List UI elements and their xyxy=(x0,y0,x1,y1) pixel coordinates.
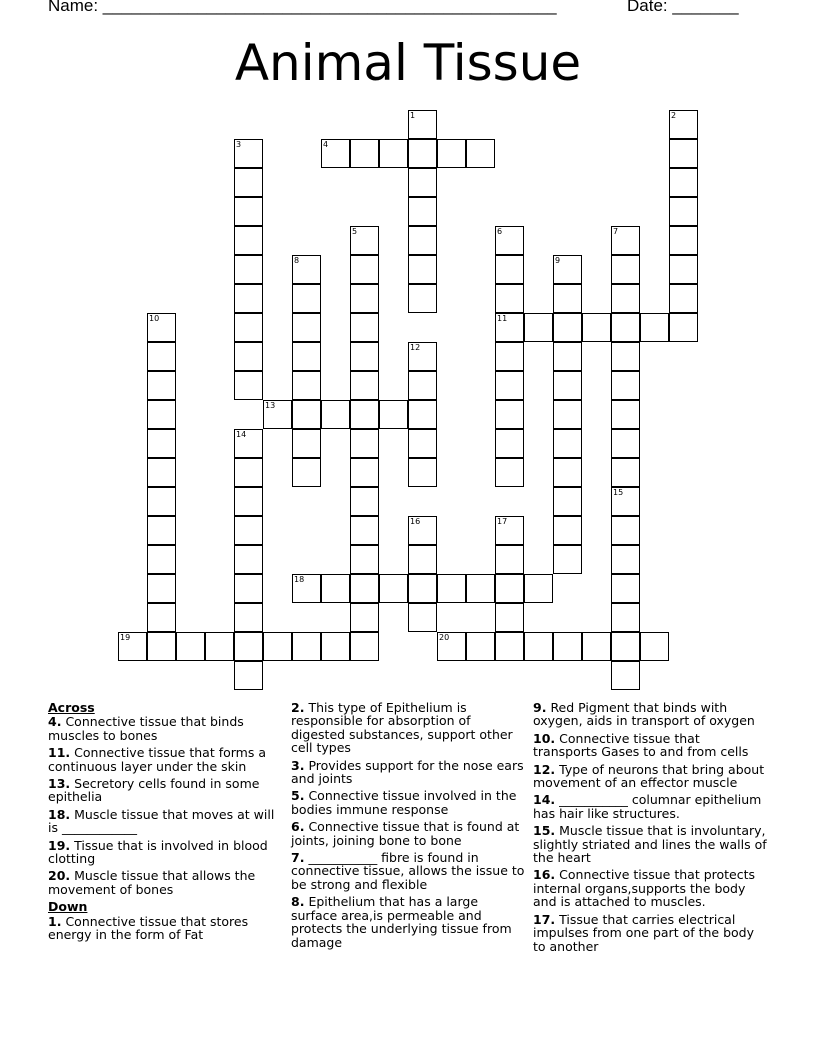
crossword-cell[interactable] xyxy=(553,255,582,284)
crossword-cell[interactable] xyxy=(611,661,640,690)
crossword-cell[interactable] xyxy=(553,516,582,545)
crossword-cell[interactable] xyxy=(292,255,321,284)
crossword-cell[interactable] xyxy=(495,371,524,400)
clue-item-number: 7. xyxy=(291,850,305,866)
clue-number: 1 xyxy=(410,111,416,120)
crossword-cell[interactable] xyxy=(553,545,582,574)
crossword-cell[interactable] xyxy=(408,516,437,545)
crossword-cell[interactable] xyxy=(553,487,582,516)
clue-item xyxy=(48,715,282,742)
clue-number: 5 xyxy=(352,227,358,236)
clue-number: 6 xyxy=(497,227,503,236)
crossword-cell[interactable] xyxy=(408,110,437,139)
crossword-cell[interactable] xyxy=(292,400,321,429)
page-title: Animal Tissue xyxy=(234,34,582,92)
crossword-cell[interactable] xyxy=(147,516,176,545)
crossword-cell[interactable] xyxy=(466,632,495,661)
clue-number: 2 xyxy=(671,111,677,120)
clue-number: 9 xyxy=(555,256,561,265)
crossword-cell[interactable] xyxy=(408,603,437,632)
crossword-cell[interactable] xyxy=(553,458,582,487)
clue-column-3 xyxy=(533,701,767,957)
crossword-cell[interactable] xyxy=(234,197,263,226)
clue-item xyxy=(48,915,282,942)
crossword-cell[interactable] xyxy=(147,603,176,632)
crossword-cell[interactable] xyxy=(292,429,321,458)
crossword-cell[interactable] xyxy=(611,487,640,516)
clue-item-text: Tissue that carries electrical impulses from one part of the body to another xyxy=(533,911,754,954)
crossword-cell[interactable] xyxy=(292,458,321,487)
clue-number: 18 xyxy=(294,575,305,584)
crossword-cell[interactable] xyxy=(408,342,437,371)
crossword-cell[interactable] xyxy=(350,226,379,255)
crossword-cell[interactable] xyxy=(495,400,524,429)
crossword-cell[interactable] xyxy=(495,226,524,255)
clue-item-text: Connective tissue that protects internal organs,supports the body and is attached to muscles. xyxy=(533,867,756,910)
clue-item-text: Connective tissue that stores energy in the form of Fat xyxy=(48,913,249,943)
crossword-cell[interactable] xyxy=(234,458,263,487)
crossword-cell[interactable] xyxy=(524,574,553,603)
clue-item-number: 20. xyxy=(48,868,71,884)
clue-section-heading: Down xyxy=(48,899,88,915)
clue-item xyxy=(48,746,282,773)
crossword-cell[interactable] xyxy=(292,371,321,400)
clue-item xyxy=(291,820,525,847)
crossword-cell[interactable] xyxy=(437,632,466,661)
clue-item-text: Connective tissue involved in the bodies immune response xyxy=(291,788,517,817)
crossword-cell[interactable] xyxy=(495,574,524,603)
crossword-cell[interactable] xyxy=(350,255,379,284)
crossword-cell[interactable] xyxy=(611,516,640,545)
clue-item-text: Connective tissue that forms a continuous layer under the skin xyxy=(48,745,266,774)
crossword-cell[interactable] xyxy=(147,429,176,458)
crossword-cell[interactable] xyxy=(292,284,321,313)
crossword-cell[interactable] xyxy=(611,342,640,371)
crossword-cell[interactable] xyxy=(234,313,263,342)
clue-column-1 xyxy=(48,701,282,946)
clue-item-number: 17. xyxy=(533,911,556,927)
clue-number: 19 xyxy=(120,633,131,642)
crossword-cell[interactable] xyxy=(553,400,582,429)
crossword-cell[interactable] xyxy=(408,226,437,255)
clue-item xyxy=(291,851,525,891)
clue-item-number: 12. xyxy=(533,761,556,777)
crossword-cell[interactable] xyxy=(234,632,263,661)
crossword-cell[interactable] xyxy=(379,400,408,429)
crossword-cell[interactable] xyxy=(495,313,524,342)
clue-item xyxy=(533,763,767,790)
crossword-cell[interactable] xyxy=(408,545,437,574)
crossword-cell[interactable] xyxy=(495,545,524,574)
clue-item-text: ___________ fibre is found in connective tissue, allows the issue to be strong and flexible xyxy=(291,850,525,892)
crossword-cell[interactable] xyxy=(234,545,263,574)
crossword-cell[interactable] xyxy=(669,139,698,168)
crossword-cell[interactable] xyxy=(205,632,234,661)
crossword-cell[interactable] xyxy=(350,342,379,371)
clue-number: 16 xyxy=(410,517,421,526)
clue-item xyxy=(48,777,282,804)
crossword-cell[interactable] xyxy=(350,429,379,458)
crossword-cell[interactable] xyxy=(234,139,263,168)
crossword-cell[interactable] xyxy=(611,226,640,255)
crossword-cell[interactable] xyxy=(669,284,698,313)
crossword-cell[interactable] xyxy=(669,197,698,226)
crossword-cell[interactable] xyxy=(640,632,669,661)
crossword-cell[interactable] xyxy=(292,632,321,661)
crossword-cell[interactable] xyxy=(408,168,437,197)
clue-item xyxy=(533,793,767,820)
crossword-cell[interactable] xyxy=(350,545,379,574)
crossword-cell[interactable] xyxy=(234,429,263,458)
crossword-cell[interactable] xyxy=(611,371,640,400)
clue-item-number: 11. xyxy=(48,745,71,761)
clue-item-number: 18. xyxy=(48,806,71,822)
crossword-cell[interactable] xyxy=(350,139,379,168)
crossword-cell[interactable] xyxy=(321,574,350,603)
name-field-label: Name: ________________________________________________ xyxy=(48,0,557,15)
crossword-cell[interactable] xyxy=(553,371,582,400)
crossword-cell[interactable] xyxy=(350,400,379,429)
clue-number: 15 xyxy=(613,488,624,497)
crossword-cell[interactable] xyxy=(611,632,640,661)
clue-number: 7 xyxy=(613,227,619,236)
crossword-cell[interactable] xyxy=(379,139,408,168)
crossword-cell[interactable] xyxy=(611,458,640,487)
crossword-cell[interactable] xyxy=(292,313,321,342)
crossword-cell[interactable] xyxy=(350,487,379,516)
clue-item xyxy=(48,869,282,896)
crossword-cell[interactable] xyxy=(495,284,524,313)
crossword-cell[interactable] xyxy=(263,400,292,429)
clue-item-number: 4. xyxy=(48,714,62,730)
crossword-cell[interactable] xyxy=(553,313,582,342)
crossword-cell[interactable] xyxy=(553,284,582,313)
crossword-cell[interactable] xyxy=(379,574,408,603)
clue-item-text: Connective tissue that is found at joints, joining bone to bone xyxy=(291,819,520,848)
clue-item xyxy=(291,789,525,816)
clue-column-2 xyxy=(291,701,525,953)
crossword-cell[interactable] xyxy=(611,400,640,429)
crossword-cell[interactable] xyxy=(176,632,205,661)
crossword-cell[interactable] xyxy=(147,371,176,400)
crossword-cell[interactable] xyxy=(437,574,466,603)
crossword-cell[interactable] xyxy=(147,574,176,603)
clue-number: 17 xyxy=(497,517,508,526)
crossword-cell[interactable] xyxy=(350,371,379,400)
clue-item-text: Type of neurons that bring about movement of an effector muscle xyxy=(533,761,765,791)
crossword-cell[interactable] xyxy=(495,429,524,458)
crossword-cell[interactable] xyxy=(321,632,350,661)
clue-item-number: 9. xyxy=(533,700,547,715)
clue-number: 14 xyxy=(236,430,247,439)
crossword-cell[interactable] xyxy=(408,284,437,313)
crossword-cell[interactable] xyxy=(147,400,176,429)
crossword-cell[interactable] xyxy=(118,632,147,661)
crossword-cell[interactable] xyxy=(408,371,437,400)
crossword-cell[interactable] xyxy=(611,603,640,632)
clue-number: 20 xyxy=(439,633,450,642)
crossword-cell[interactable] xyxy=(350,284,379,313)
crossword-cell[interactable] xyxy=(669,168,698,197)
clue-item-text: Provides support for the nose ears and joints xyxy=(291,757,524,787)
crossword-cell[interactable] xyxy=(495,516,524,545)
crossword-cell[interactable] xyxy=(553,632,582,661)
clue-item-text: Epithelium that has a large surface area,is permeable and protects the underlying tissue from damage xyxy=(291,894,512,950)
clue-item xyxy=(533,913,767,953)
clue-item-number: 8. xyxy=(291,894,305,910)
crossword-cell[interactable] xyxy=(495,342,524,371)
crossword-cell[interactable] xyxy=(669,110,698,139)
clue-number: 3 xyxy=(236,140,242,149)
clue-item xyxy=(533,701,767,728)
crossword-cell[interactable] xyxy=(408,429,437,458)
crossword-cell[interactable] xyxy=(234,487,263,516)
clue-item-text: This type of Epithelium is responsible for absorption of digested substances, support other cell types xyxy=(291,700,513,756)
clue-number: 13 xyxy=(265,401,276,410)
crossword-cell[interactable] xyxy=(234,168,263,197)
crossword-cell[interactable] xyxy=(466,139,495,168)
clue-item xyxy=(533,732,767,759)
crossword-cell[interactable] xyxy=(524,632,553,661)
crossword-cell[interactable] xyxy=(350,313,379,342)
crossword-cell[interactable] xyxy=(321,400,350,429)
crossword-cell[interactable] xyxy=(234,603,263,632)
clue-item xyxy=(48,839,282,866)
crossword-cell[interactable] xyxy=(234,342,263,371)
clue-item-number: 1. xyxy=(48,913,62,929)
crossword-cell[interactable] xyxy=(408,574,437,603)
crossword-cell[interactable] xyxy=(350,574,379,603)
crossword-cell[interactable] xyxy=(234,226,263,255)
crossword-cell[interactable] xyxy=(147,545,176,574)
crossword-cell[interactable] xyxy=(669,255,698,284)
crossword-cell[interactable] xyxy=(147,458,176,487)
crossword-cell[interactable] xyxy=(495,603,524,632)
crossword-cell[interactable] xyxy=(669,313,698,342)
clue-item-number: 2. xyxy=(291,700,305,715)
date-field-label: Date: _______ xyxy=(627,0,739,15)
crossword-cell[interactable] xyxy=(408,255,437,284)
clue-item-number: 3. xyxy=(291,757,305,773)
crossword-cell[interactable] xyxy=(350,458,379,487)
clue-item-text: ___________ columnar epithelium has hair like structures. xyxy=(533,792,762,821)
clue-item xyxy=(291,701,525,755)
crossword-cell[interactable] xyxy=(611,545,640,574)
crossword-cell[interactable] xyxy=(640,313,669,342)
clue-item-text: Connective tissue that transports Gases to and from cells xyxy=(533,730,749,760)
crossword-cell[interactable] xyxy=(466,574,495,603)
clue-item-number: 16. xyxy=(533,867,556,883)
clue-number: 10 xyxy=(149,314,160,323)
crossword-cell[interactable] xyxy=(234,661,263,690)
clue-item-number: 6. xyxy=(291,819,305,835)
crossword-cell[interactable] xyxy=(553,342,582,371)
clue-number: 8 xyxy=(294,256,300,265)
crossword-cell[interactable] xyxy=(495,458,524,487)
crossword-cell[interactable] xyxy=(147,313,176,342)
clue-item xyxy=(533,868,767,908)
clue-item-text: Red Pigment that binds with oxygen, aids in transport of oxygen xyxy=(533,700,755,729)
clue-item-text: Connective tissue that binds muscles to bones xyxy=(48,714,244,743)
clue-item-number: 15. xyxy=(533,823,556,839)
clue-item-text: Tissue that is involved in blood clotting xyxy=(48,837,268,867)
clue-number: 12 xyxy=(410,343,421,352)
clue-item xyxy=(291,759,525,786)
crossword-cell[interactable] xyxy=(350,516,379,545)
clue-item-number: 14. xyxy=(533,792,556,808)
crossword-cell[interactable] xyxy=(611,429,640,458)
crossword-cell[interactable] xyxy=(234,371,263,400)
crossword-cell[interactable] xyxy=(292,342,321,371)
crossword-cell[interactable] xyxy=(147,342,176,371)
crossword-cell[interactable] xyxy=(350,632,379,661)
crossword-cell[interactable] xyxy=(408,458,437,487)
crossword-cell[interactable] xyxy=(611,284,640,313)
crossword-cell[interactable] xyxy=(611,574,640,603)
crossword-cell[interactable] xyxy=(350,603,379,632)
crossword-cell[interactable] xyxy=(408,400,437,429)
crossword-cell[interactable] xyxy=(321,139,350,168)
crossword-cell[interactable] xyxy=(234,255,263,284)
clue-item-text: Muscle tissue that allows the movement of bones xyxy=(48,868,256,897)
crossword-cell[interactable] xyxy=(495,255,524,284)
clue-item xyxy=(533,824,767,864)
clue-item xyxy=(291,895,525,949)
crossword-cell[interactable] xyxy=(234,574,263,603)
clue-item-number: 5. xyxy=(291,788,305,804)
clue-item-number: 19. xyxy=(48,837,71,853)
crossword-cell[interactable] xyxy=(495,632,524,661)
clue-number: 11 xyxy=(497,314,508,323)
crossword-cell[interactable] xyxy=(234,284,263,313)
crossword-cell[interactable] xyxy=(147,487,176,516)
clue-item xyxy=(48,808,282,835)
crossword-cell[interactable] xyxy=(524,313,553,342)
crossword-cell[interactable] xyxy=(147,632,176,661)
crossword-cell[interactable] xyxy=(437,139,466,168)
clue-number: 4 xyxy=(323,140,329,149)
crossword-cell[interactable] xyxy=(408,139,437,168)
crossword-cell[interactable] xyxy=(263,632,292,661)
clue-item-text: Muscle tissue that is involuntary, slightly striated and lines the walls of the heart xyxy=(533,823,767,866)
clue-item-text: Muscle tissue that moves at will is ____________ xyxy=(48,806,275,836)
crossword-cell[interactable] xyxy=(234,516,263,545)
clue-section-heading: Across xyxy=(48,700,95,715)
crossword-cell[interactable] xyxy=(292,574,321,603)
crossword-cell[interactable] xyxy=(611,255,640,284)
clue-item-number: 10. xyxy=(533,730,556,746)
crossword-cell[interactable] xyxy=(611,313,640,342)
crossword-cell[interactable] xyxy=(669,226,698,255)
crossword-cell[interactable] xyxy=(582,632,611,661)
crossword-cell[interactable] xyxy=(553,429,582,458)
crossword-cell[interactable] xyxy=(582,313,611,342)
crossword-cell[interactable] xyxy=(408,197,437,226)
clue-item-number: 13. xyxy=(48,776,71,792)
clue-item-text: Secretory cells found in some epithelia xyxy=(48,776,260,805)
